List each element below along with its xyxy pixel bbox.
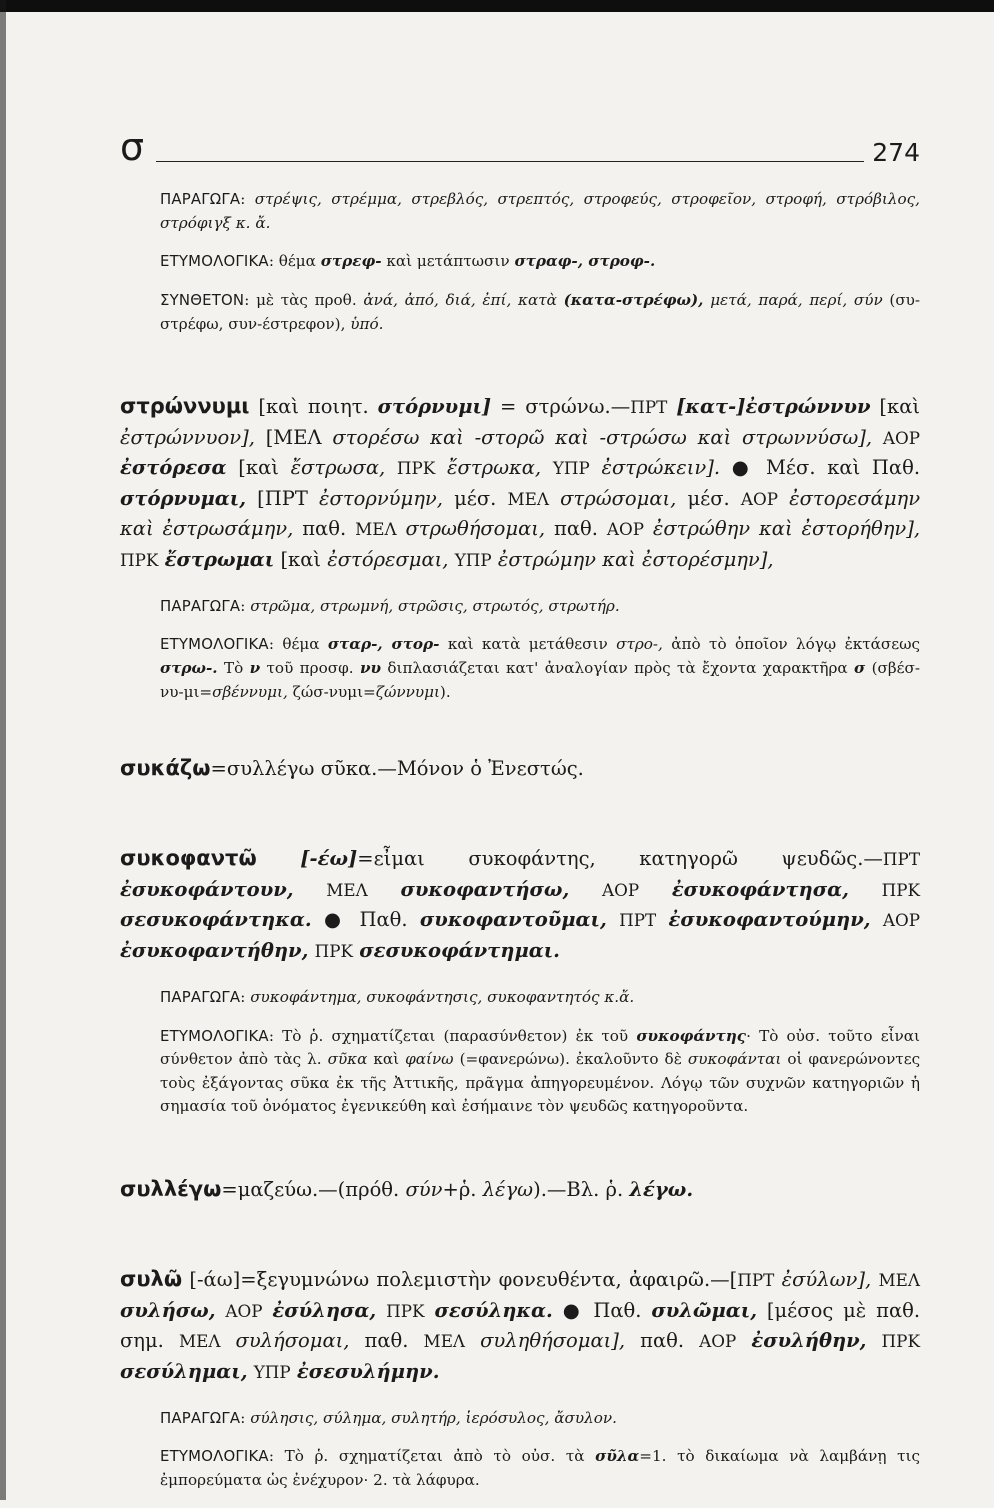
headword: συλῶ [120,1267,183,1292]
paragoga-line: ΠΑΡΑΓΩΓΑ: σύλησις, σύλημα, συλητήρ, ἱερόσυλος, ἄσυλον. [160,1408,617,1427]
header-rule [156,161,864,162]
entry-stronnymi [120,391,920,704]
page-number: 274 [872,138,920,167]
etymologika-line: ΕΤΥΜΟΛΟΓΙΚΑ: Τὸ ῥ. σχηματίζεται ἀπὸ τὸ οὐσ. τὰ σῦλα=1. τὸ δικαίωμα νὰ λαμβάνῃ τις ἐμπορεύματα ὡς ἐνέχυρον· 2. τὰ λάφυρα. [160,1447,920,1489]
section-letter: σ [120,125,145,169]
entry-body: συκάζω=συλλέγω σῦκα.—Μόνον ὁ Ἐνεστώς. [120,755,584,780]
entry-body: συλλέγω=μαζεύω.—(πρόθ. σύν+ῥ. λέγω).—Βλ. ῥ. λέγω. [120,1176,694,1201]
bullet-icon: ● [731,456,755,480]
bullet-icon: ● [562,1298,584,1322]
headword: συλλέγω [120,1176,222,1201]
etymologika-line: ΕΤΥΜΟΛΟΓΙΚΑ: θέμα σταρ-, στορ- καὶ κατὰ μετάθεσιν στρο-, ἀπὸ τὸ ὁποῖον λόγῳ ἐκτάσεως στρω-. Τὸ ν τοῦ προσφ. νυ διπλασιάζεται κατ' ἀναλογίαν πρὸς τὰ ἔχοντα χαρακτῆρα σ (σβέσ-νυ-μι=σβέννυμι, ζώσ-νυμι=ζώννυμι). [160,635,921,701]
headword: συκάζω [120,755,211,780]
etymologika-line: ΕΤΥΜΟΛΟΓΙΚΑ: Τὸ ῥ. σχηματίζεται (παρασύνθετον) ἐκ τοῦ συκοφάντης· Τὸ οὐσ. τοῦτο εἶναι σύνθετον ἀπὸ τὰς λ. σῦκα καὶ φαίνω (=φανερώνω). ἐκαλοῦντο δὲ συκοφάνται οἱ φανερώνοντες τοὺς ἐξάγοντας σῦκα ἐκ τῆς Ἀττικῆς, πρᾶγμα ἀπηγορευμένον. Λόγῳ τῶν συχνῶν κατηγοριῶν ἡ σημασία τοῦ ὀνόματος ἐγενικεύθη καὶ ἐσήμαινε τὸν ψευδῶς κατηγοροῦντα. [160,1026,921,1116]
page-header [120,125,920,172]
scan-left-edge [0,0,6,1500]
bullet-icon: ● [323,908,348,932]
entry-sylo [120,1264,920,1492]
dictionary-page-body [120,188,920,1508]
paragoga-line: ΠΑΡΑΓΩΓΑ: στρέψις, στρέμμα, στρεβλός, στρεπτός, στροφεύς, στροφεῖον, στροφή, στρόβιλος, στρόφιγξ κ. ἄ. [160,190,920,232]
entry-body: στρώννυμι [καὶ ποιητ. στόρνυμι] = στρώνω.—ΠΡΤ [κατ-]ἐστρώννυν [καὶ ἐστρώννυον], [ΜΕΛ στορέσω καὶ -στορῶ καὶ -στρώσω καὶ στρωννύσω], ΑΟΡ ἐστόρεσα [καὶ ἔστρωσα, ΠΡΚ ἔστρωκα, ΥΠΡ ἐστρώκειν]. ● Μέσ. καὶ Παθ. στόρνυμαι, [ΠΡΤ ἐστορνύμην, μέσ. ΜΕΛ στρώσομαι, μέσ. ΑΟΡ ἐστορεσάμην καὶ ἐστρωσάμην, παθ. ΜΕΛ στρωθήσομαι, παθ. ΑΟΡ ἐστρώθην καὶ ἐστορήθην], ΠΡΚ ἔστρωμαι [καὶ ἐστόρεσμαι, ΥΠΡ ἐστρώμην καὶ ἐστορέσμην], [120,394,921,571]
syntheton-line: ΣΥΝΘΕΤΟΝ: μὲ τὰς προθ. ἀνά, ἀπό, διά, ἐπί, κατὰ (κατα-στρέφω), μετά, παρά, περί, σύν (συ-στρέφω, συν-έστρεφον), ὑπό. [160,291,921,333]
entry-body: συλῶ [-άω]=ξεγυμνώνω πολεμιστὴν φονευθέντα, ἀφαιρῶ.—[ΠΡΤ ἐσύλων], ΜΕΛ συλήσω, ΑΟΡ ἐσύλησα, ΠΡΚ σεσύληκα. ● Παθ. συλῶμαι, [μέσος μὲ παθ. σημ. ΜΕΛ συλήσομαι, παθ. ΜΕΛ συληθήσομαι], παθ. ΑΟΡ ἐσυλήθην, ΠΡΚ σεσύλημαι, ΥΠΡ ἐσεσυλήμην. [120,1267,921,1383]
paragoga-line: ΠΑΡΑΓΩΓΑ: στρῶμα, στρωμνή, στρῶσις, στρωτός, στρωτήρ. [160,596,620,615]
scan-top-border [0,0,994,12]
headword: συκοφαντῶ [120,846,257,871]
entry-syllego [120,1174,920,1206]
headword: στρώννυμι [120,394,250,419]
entry-sykophanto [120,843,920,1119]
entry-body: συκοφαντῶ [-έω]=εἶμαι συκοφάντης, κατηγορῶ ψευδῶς.—ΠΡΤ ἐσυκοφάντουν, ΜΕΛ συκοφαντήσω, ΑΟΡ ἐσυκοφάντησα, ΠΡΚ σεσυκοφάντηκα. ● Παθ. συκοφαντοῦμαι, ΠΡΤ ἐσυκοφαντούμην, ΑΟΡ ἐσυκοφαντήθην, ΠΡΚ σεσυκοφάντημαι. [120,846,921,962]
paragoga-line: ΠΑΡΑΓΩΓΑ: συκοφάντημα, συκοφάντησις, συκοφαντητός κ.ἄ. [160,987,635,1006]
entry-sykazo [120,753,920,785]
entry-strepho-tail [120,188,920,336]
etymologika-line: ΕΤΥΜΟΛΟΓΙΚΑ: θέμα στρεφ- καὶ μετάπτωσιν στραφ-, στροφ-. [160,252,656,271]
